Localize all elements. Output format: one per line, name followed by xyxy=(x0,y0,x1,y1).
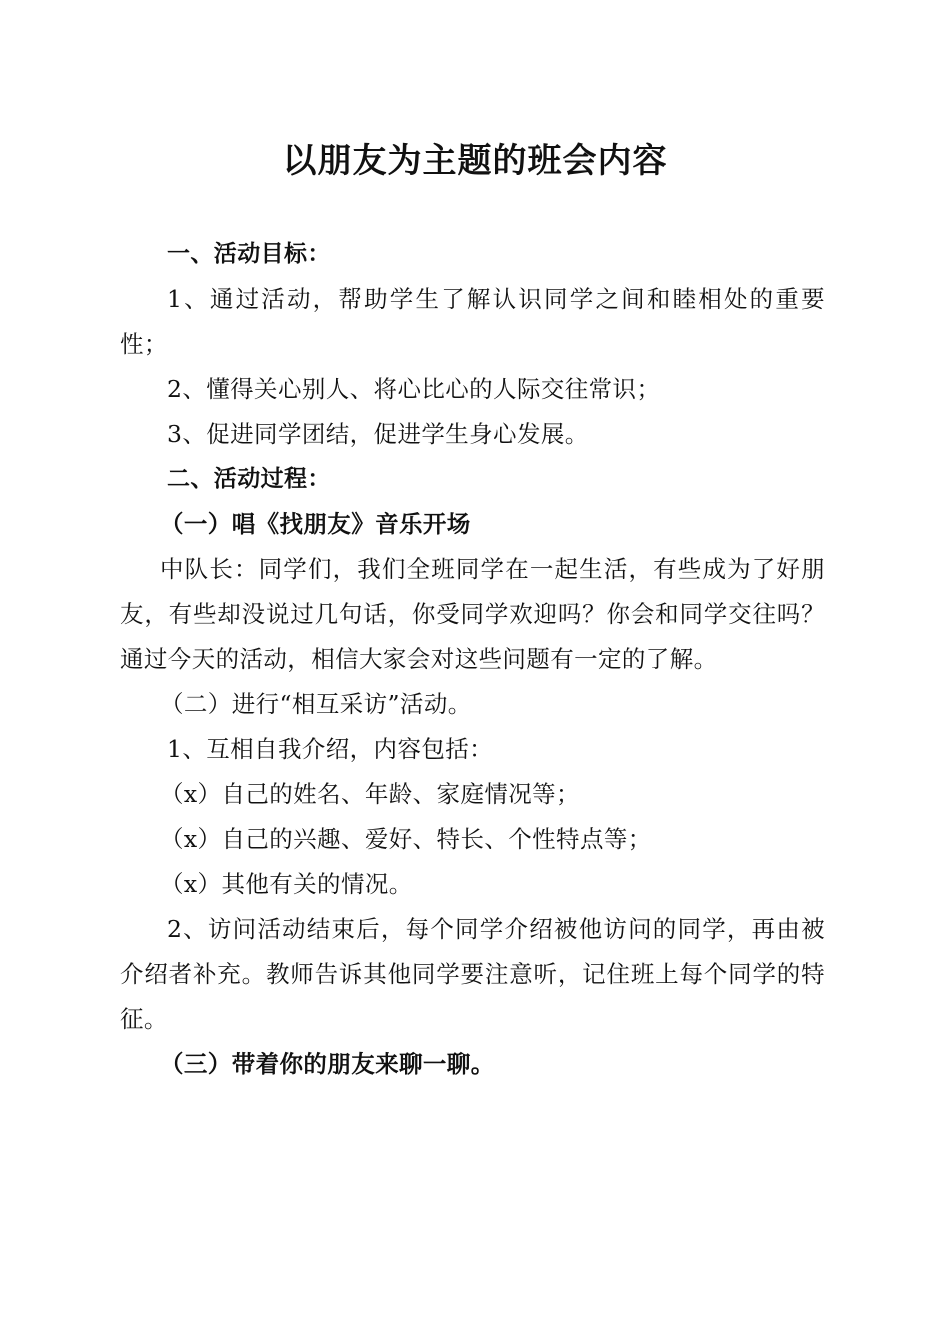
body-paragraph-captain: 中队长：同学们，我们全班同学在一起生活，有些成为了好朋友，有些却没说过几句话，你受同学欢迎吗？你会和同学交往吗？通过今天的活动，相信大家会对这些问题有一定的了解。 xyxy=(120,555,825,673)
subsection-heading-1: （一）唱《找朋友》音乐开场 xyxy=(160,510,471,538)
section-heading-process: 二、活动过程： xyxy=(167,466,331,492)
document-body xyxy=(120,232,825,1087)
list-subitem-2: （x）自己的兴趣、爱好、特长、个性特点等； xyxy=(160,825,652,853)
section-heading-goals: 一、活动目标： xyxy=(167,241,331,267)
list-item-interview: 2、访问活动结束后，每个同学介绍被他访问的同学，再由被介绍者补充。教师告诉其他同学要注意听，记住班上每个同学的特征。 xyxy=(120,915,825,1033)
list-subitem-1: （x）自己的姓名、年龄、家庭情况等； xyxy=(160,780,580,808)
goal-item-2: 2、懂得关心别人、将心比心的人际交往常识； xyxy=(167,375,661,403)
page-title: 以朋友为主题的班会内容 xyxy=(282,141,668,181)
list-subitem-3: （x）其他有关的情况。 xyxy=(160,870,413,898)
list-item-intro: 1、互相自我介绍，内容包括： xyxy=(167,735,494,763)
goal-item-1: 1、通过活动，帮助学生了解认识同学之间和睦相处的重要性； xyxy=(120,285,825,358)
subsection-heading-2: （二）进行“相互采访”活动。 xyxy=(160,690,472,718)
goal-item-3: 3、促进同学团结，促进学生身心发展。 xyxy=(167,420,589,448)
subsection-heading-3: （三）带着你的朋友来聊一聊。 xyxy=(160,1050,495,1078)
